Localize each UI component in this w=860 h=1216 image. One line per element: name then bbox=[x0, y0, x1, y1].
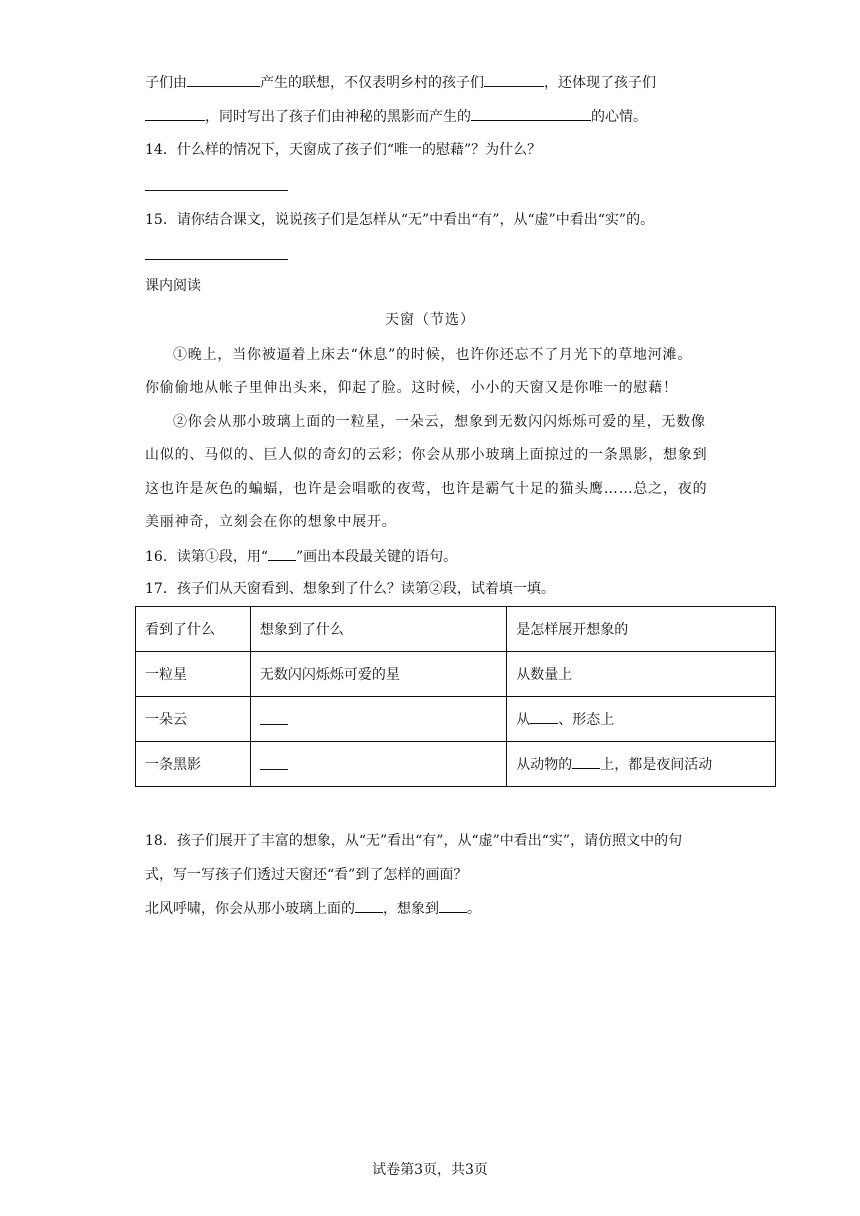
text: 北风呼啸，你会从那小玻璃上面的 bbox=[145, 901, 355, 917]
blank[interactable] bbox=[439, 898, 467, 913]
passage-line: ①晚上，当你被逼着上床去“休息”的时候，也许你还忘不了月光下的草地河滩。 bbox=[173, 347, 693, 363]
answer-table bbox=[135, 606, 776, 787]
text: ，同时写出了孩子们由神秘的黑影而产生的 bbox=[205, 109, 471, 125]
question-18-line-3 bbox=[145, 898, 481, 919]
table-cell: 一朵云 bbox=[136, 697, 251, 742]
blank[interactable] bbox=[484, 72, 544, 87]
table-cell: 从数量上 bbox=[507, 652, 776, 697]
answer-line-14[interactable] bbox=[145, 190, 288, 191]
fill-line-1 bbox=[145, 72, 656, 93]
passage-line: 你偷偷地从帐子里伸出头来，仰起了脸。这时候，小小的天窗又是你唯一的慰藉！ bbox=[145, 380, 678, 396]
table-header: 看到了什么 bbox=[136, 607, 251, 652]
table-header: 是怎样展开想象的 bbox=[507, 607, 776, 652]
blank[interactable] bbox=[355, 898, 383, 913]
table-cell: 无数闪闪烁烁可爱的星 bbox=[250, 652, 506, 697]
table-cell: 一条黑影 bbox=[136, 742, 251, 787]
passage-line: 山似的、马似的、巨人似的奇幻的云彩；你会从那小玻璃上面掠过的一条黑影，想象到 bbox=[145, 447, 708, 463]
blank[interactable] bbox=[530, 709, 558, 724]
question-14: 14．什么样的情况下，天窗成了孩子们“唯一的慰藉”？为什么？ bbox=[145, 142, 542, 158]
text: 的心情。 bbox=[591, 109, 647, 125]
page-footer: 试卷第3页，共3页 bbox=[372, 1162, 488, 1178]
question-17: 17．孩子们从天窗看到、想象到了什么？读第②段，试着填一填。 bbox=[145, 581, 555, 597]
text: 16．读第①段，用“ bbox=[145, 549, 268, 565]
table-row bbox=[136, 697, 776, 742]
passage-line: ②你会从那小玻璃上面的一粒星，一朵云，想象到无数闪闪烁烁可爱的星，无数像 bbox=[173, 414, 706, 430]
table-row bbox=[136, 742, 776, 787]
blank[interactable] bbox=[260, 755, 288, 770]
blank[interactable] bbox=[187, 72, 260, 87]
text: 、形态上 bbox=[558, 712, 615, 728]
question-16 bbox=[145, 546, 457, 567]
question-18-line-1: 18．孩子们展开了丰富的想象，从“无”看出“有”，从“虚”中看出“实”，请仿照文中的句 bbox=[145, 833, 683, 849]
text: 从 bbox=[516, 712, 531, 728]
table-cell bbox=[250, 742, 506, 787]
table-cell: 一粒星 bbox=[136, 652, 251, 697]
question-15: 15．请你结合课文，说说孩子们是怎样从“无”中看出“有”，从“虚”中看出“实”的。 bbox=[145, 212, 655, 228]
passage-title: 天窗（节选） bbox=[385, 312, 475, 328]
blank[interactable] bbox=[260, 710, 288, 725]
table-header: 想象到了什么 bbox=[250, 607, 506, 652]
text: ，想象到 bbox=[383, 901, 439, 917]
passage-line: 美丽神奇，立刻会在你的想象中展开。 bbox=[145, 514, 397, 530]
table-cell bbox=[250, 697, 506, 742]
table-row bbox=[136, 652, 776, 697]
blank[interactable] bbox=[471, 106, 591, 121]
table-header-row bbox=[136, 607, 776, 652]
blank[interactable] bbox=[572, 754, 600, 769]
table-cell bbox=[507, 742, 776, 787]
text: 产生的联想，不仅表明乡村的孩子们 bbox=[260, 75, 484, 91]
text: ，还体现了孩子们 bbox=[544, 75, 656, 91]
blank[interactable] bbox=[145, 106, 205, 121]
section-label: 课内阅读 bbox=[145, 278, 201, 294]
table-cell bbox=[507, 697, 776, 742]
text: 。 bbox=[467, 901, 481, 917]
answer-line-15[interactable] bbox=[145, 259, 288, 260]
passage-line: 这也许是灰色的蝙蝠，也许是会唱歌的夜莺，也许是霸气十足的猫头鹰……总之，夜的 bbox=[145, 481, 708, 497]
blank[interactable] bbox=[268, 546, 296, 561]
text: 从动物的 bbox=[516, 757, 573, 773]
question-18-line-2: 式，写一写孩子们透过天窗还“看”到了怎样的画面？ bbox=[145, 867, 468, 883]
text: 子们由 bbox=[145, 75, 187, 91]
text: 上，都是夜间活动 bbox=[600, 757, 713, 773]
text: ”画出本段最关键的语句。 bbox=[295, 549, 458, 565]
fill-line-2 bbox=[145, 106, 647, 127]
